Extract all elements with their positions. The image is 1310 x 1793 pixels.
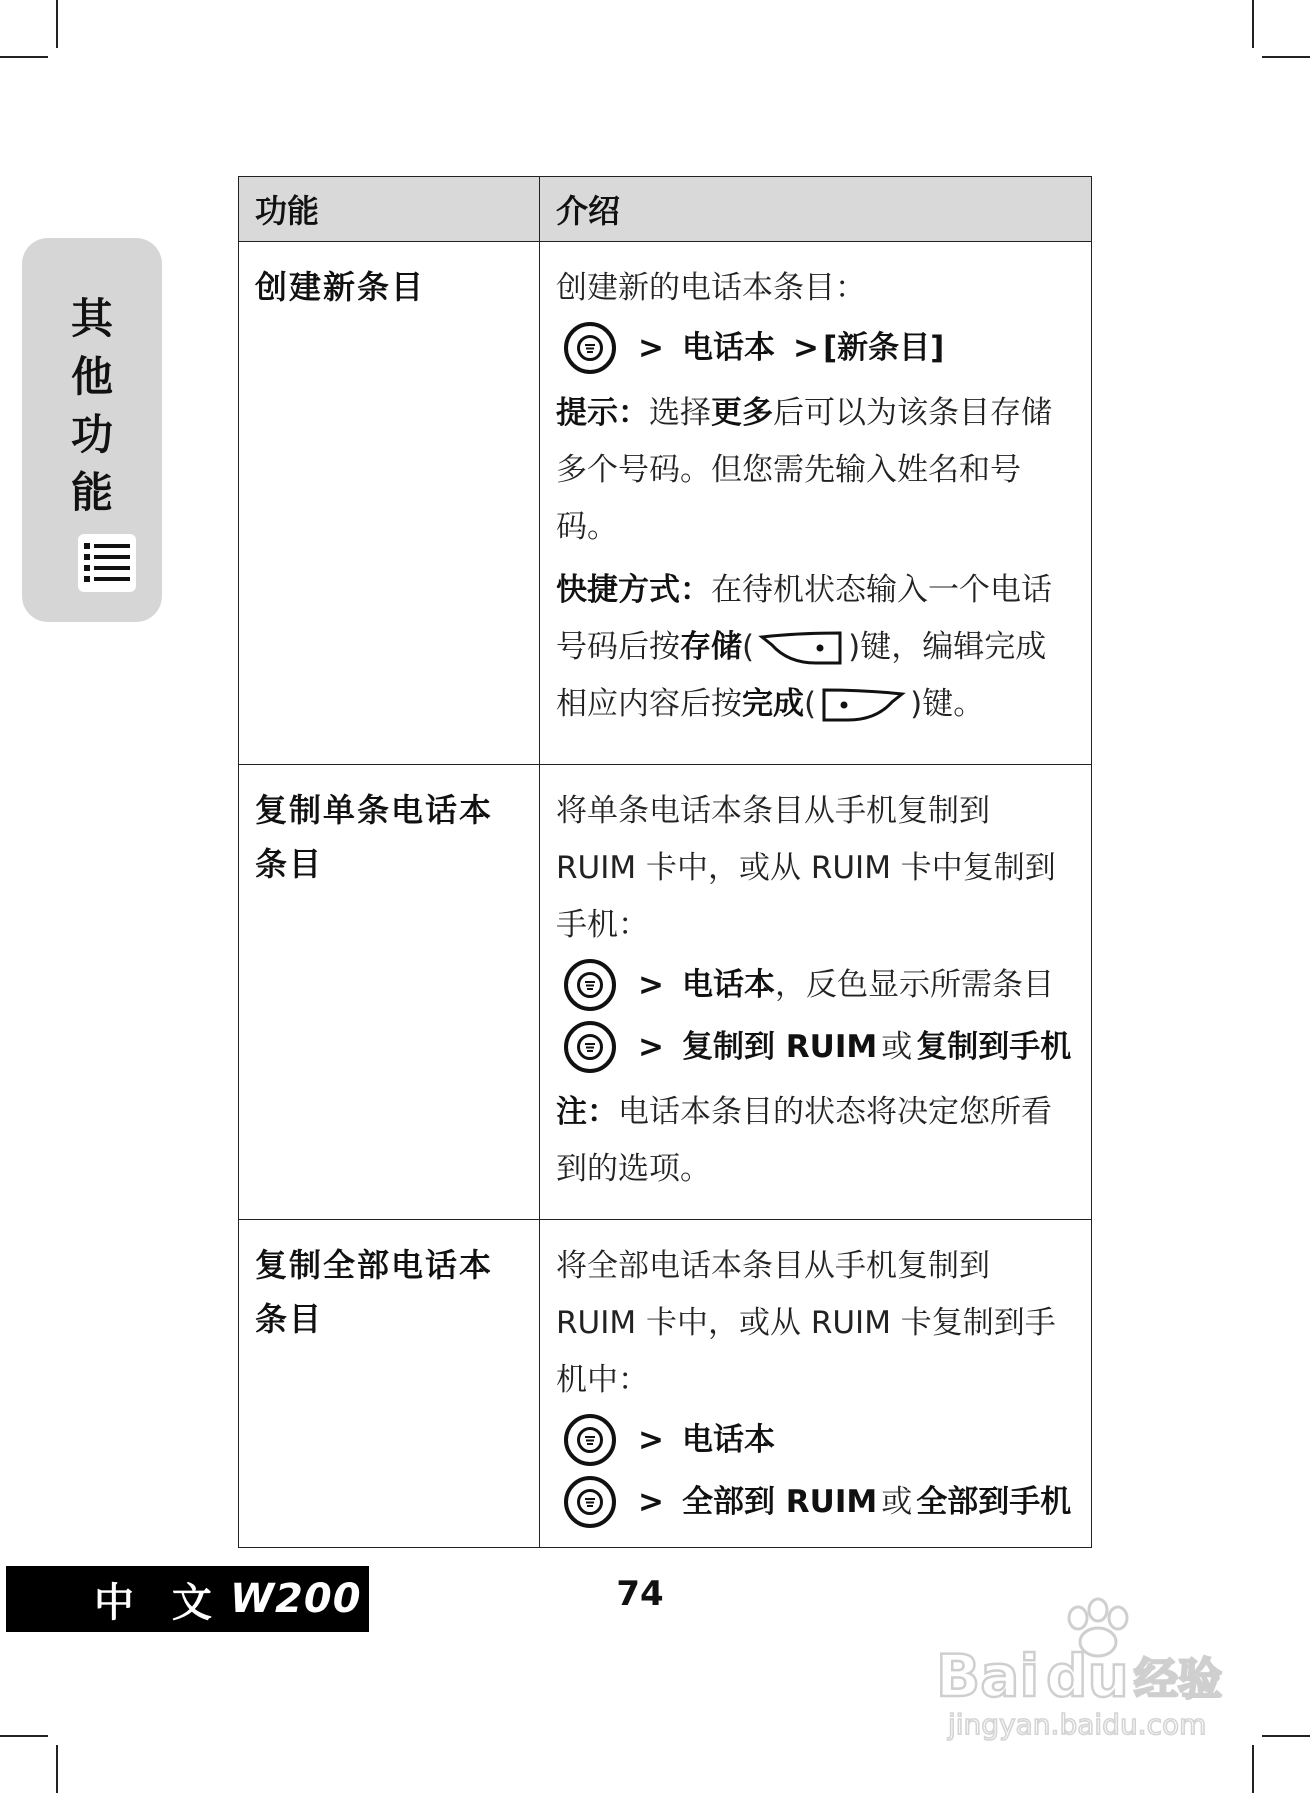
path-item: 电话本 <box>681 1421 775 1458</box>
menu-key-icon <box>564 1414 616 1466</box>
shortcut-text: 键，编辑完成相应内容后按 <box>556 629 1047 722</box>
chapter-char: 能 <box>70 468 113 517</box>
function-description <box>540 1220 1092 1548</box>
menu-path <box>556 1409 1075 1471</box>
function-name: 复制全部电话本条目 <box>239 1220 540 1548</box>
crop-mark <box>0 1735 48 1737</box>
path-item: 全部到 RUIM <box>681 1483 878 1520</box>
chapter-title <box>22 290 162 522</box>
svg-text:Bai: Bai <box>936 1642 1040 1710</box>
tip-keyword: 更多 <box>711 395 773 431</box>
path-separator: > <box>638 1421 664 1458</box>
path-item: 全部到手机 <box>916 1483 1072 1520</box>
path-item: 复制到 RUIM <box>681 1028 878 1065</box>
left-soft-key-icon <box>758 629 844 669</box>
menu-key-icon <box>564 1021 616 1073</box>
menu-key-icon <box>564 959 616 1011</box>
svg-text:du: du <box>1046 1642 1129 1710</box>
crop-mark <box>1252 1745 1254 1793</box>
chapter-tab <box>22 238 162 622</box>
crop-mark <box>0 56 48 58</box>
page-number: 74 <box>616 1574 664 1614</box>
path-or: 或 <box>881 1483 913 1520</box>
svg-text:经验: 经验 <box>1134 1654 1222 1705</box>
table-header-row <box>239 177 1092 242</box>
crop-mark <box>56 1745 58 1793</box>
list-icon <box>78 534 136 592</box>
column-header-function: 功能 <box>239 177 540 242</box>
chapter-char: 功 <box>70 410 113 459</box>
function-name: 创建新条目 <box>239 242 540 765</box>
tip-text: 选择 <box>649 395 711 431</box>
path-note: ，反色显示所需条目 <box>774 966 1054 1003</box>
shortcut-paragraph: 快捷方式：在待机状态输入一个电话号码后按存储( )键，编辑完成相应内容后按完成( )键。 <box>556 562 1075 733</box>
shortcut-label: 快捷方式： <box>556 572 711 608</box>
path-separator: > <box>638 1028 664 1065</box>
done-keyword: 完成 <box>742 686 804 722</box>
intro-text: 创建新的电话本条目： <box>556 270 866 306</box>
footer-brand-bar <box>6 1566 369 1632</box>
note-label: 注： <box>556 1094 618 1130</box>
path-separator: > <box>638 329 664 366</box>
table-row <box>239 765 1092 1220</box>
path-separator: > <box>638 966 664 1003</box>
crop-mark <box>1252 0 1254 48</box>
path-item: [新条目] <box>822 329 945 366</box>
menu-path <box>556 954 1075 1016</box>
shortcut-text: 键。 <box>922 686 985 722</box>
intro-text: 将单条电话本条目从手机复制到 RUIM 卡中，或从 RUIM 卡中复制到手机： <box>556 793 1056 943</box>
path-item: 电话本 <box>681 966 775 1003</box>
note-text: 电话本条目的状态将决定您所看到的选项。 <box>556 1094 1052 1187</box>
note-paragraph <box>556 1084 1075 1198</box>
chapter-char: 其 <box>70 294 113 343</box>
menu-key-icon <box>564 1476 616 1528</box>
path-item: 复制到手机 <box>916 1028 1072 1065</box>
svg-text:jingyan.baidu.com: jingyan.baidu.com <box>948 1708 1207 1741</box>
menu-key-icon <box>564 322 616 374</box>
shortcut-text: 在待机状态输入一个电话号码后按 <box>556 572 1052 665</box>
path-or: 或 <box>881 1028 913 1065</box>
function-description <box>540 765 1092 1220</box>
tip-text: 后可以为该条目存储多个号码。但您需先输入姓名和号码。 <box>556 395 1052 545</box>
table-row <box>239 1220 1092 1548</box>
right-soft-key-icon <box>820 686 906 726</box>
menu-path <box>556 1471 1075 1533</box>
intro-text: 将全部电话本条目从手机复制到 RUIM 卡中，或从 RUIM 卡复制到手机中： <box>556 1248 1056 1398</box>
crop-mark <box>1262 56 1310 58</box>
crop-mark <box>56 0 58 48</box>
table-row <box>239 242 1092 765</box>
tip-label: 提示： <box>556 395 649 431</box>
column-header-intro: 介绍 <box>540 177 1092 242</box>
path-item: 电话本 <box>681 329 775 366</box>
chapter-char: 他 <box>70 352 113 401</box>
path-separator: > <box>792 329 819 366</box>
menu-path <box>556 1016 1075 1078</box>
footer-language: 中 文 <box>94 1579 224 1626</box>
store-keyword: 存储 <box>680 629 742 665</box>
menu-path <box>556 317 1075 379</box>
function-description <box>540 242 1092 765</box>
feature-table <box>238 176 1092 1548</box>
baidu-jingyan-watermark <box>928 1596 1248 1746</box>
crop-mark <box>1262 1735 1310 1737</box>
footer-model: W200 <box>229 1576 362 1622</box>
function-name: 复制单条电话本条目 <box>239 765 540 1220</box>
tip-paragraph <box>556 385 1075 556</box>
path-separator: > <box>638 1483 664 1520</box>
